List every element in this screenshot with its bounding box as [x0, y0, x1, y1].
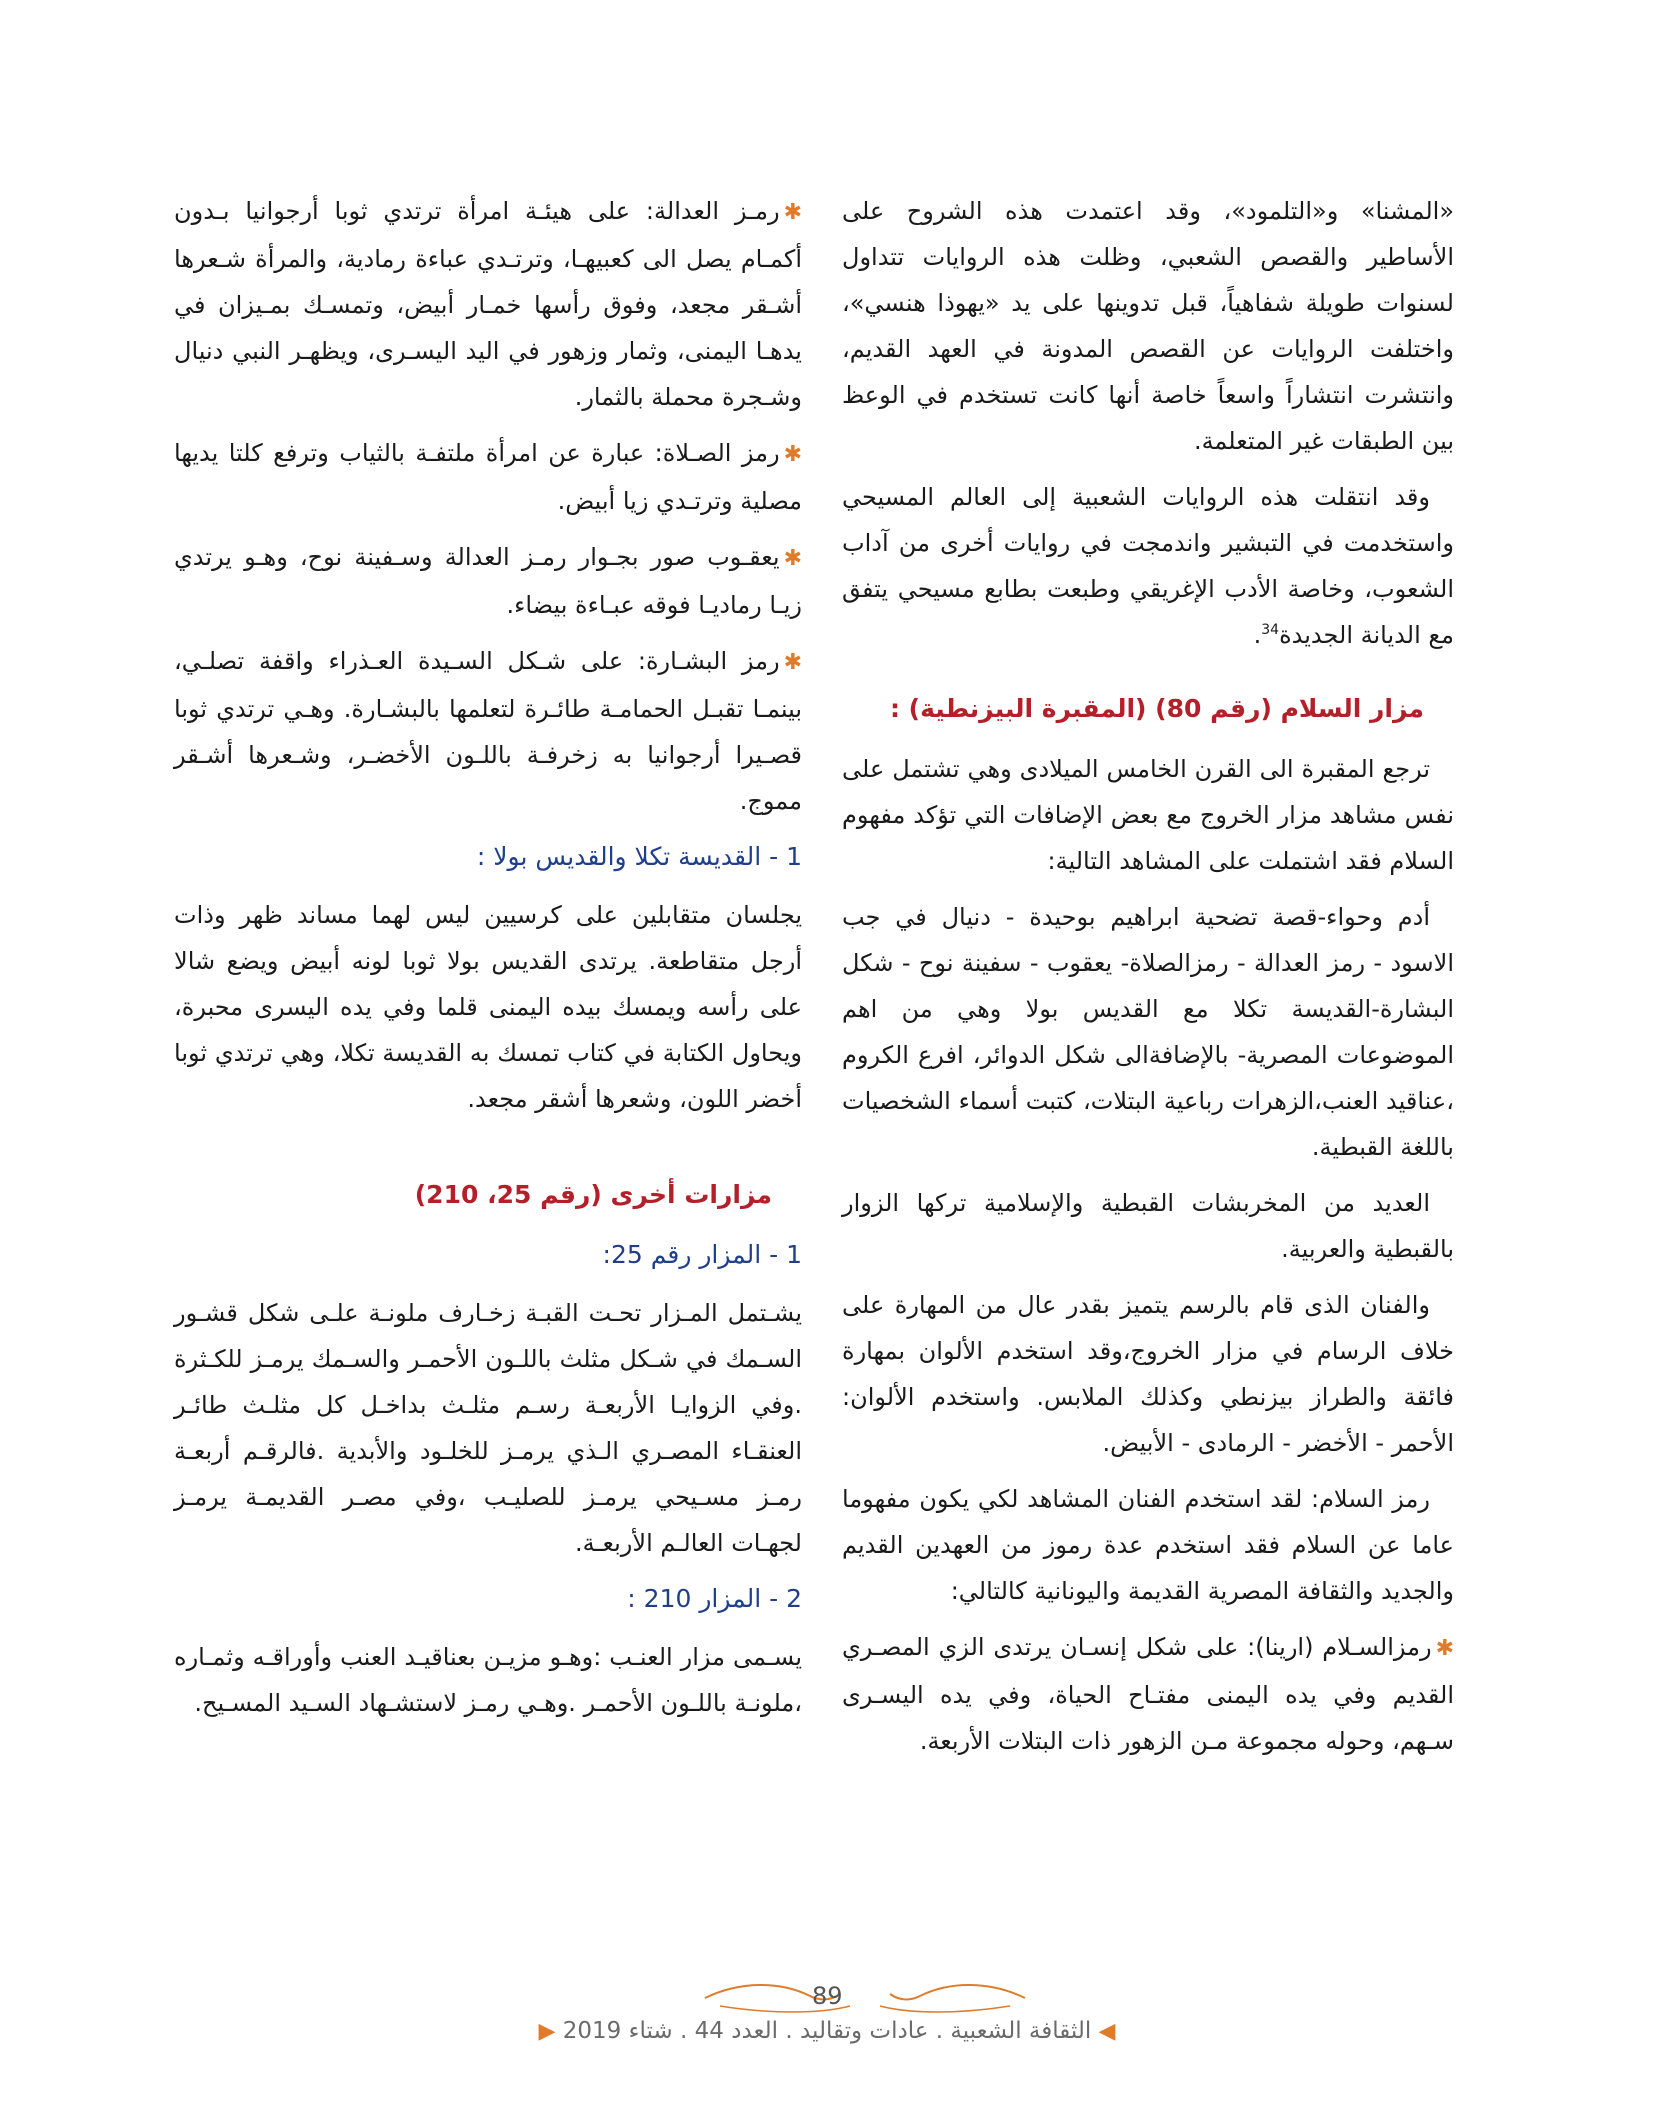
- bullet-text: يعقـوب صور بجـوار رمـز العدالة وسـفينة نوح، وهـو يرتدي زيـا رماديـا فوقه عبـاءة بيضاء.: [174, 543, 802, 619]
- running-footer: [0, 2018, 1654, 2044]
- arrow-left-icon: ◀: [1098, 2019, 1116, 2044]
- paragraph: يشـتمل المـزار تحـت القبـة زخـارف ملونـة علـى شكل قشـور السـمك في شـكل مثلث باللـون الأحمـر والسـمك يرمـز للكـثرة .وفي الزوايـا الأربعـة رسـم مثلـث بداخـل كل مثلـث طائـر العنقـاء المصـري الـذي يرمـز للخلـود والأبدية .فالرقـم أربعـة رمـز مسـيحي يرمـز للصليـب ،وفي مصـر القديمـة يرمـز لجهـات العالـم الأربعـة.: [174, 1299, 802, 1557]
- paragraph: يجلسان متقابلين على كرسيين ليس لهما مساند ظهر وذات أرجل متقاطعة. يرتدى القديس بولا ثوبا لونه أبيض ويضع شالا على رأسه ويمسك بيده اليمنى قلما وفي يده اليسرى محبرة، ويحاول الكتابة في كتاب تمسك به القديسة تكلا، وهي ترتدي ثوبا أخضر اللون، وشعرها أشقر مجعد.: [174, 901, 802, 1113]
- footer-ornament-icon: [700, 1976, 1030, 2016]
- paragraph: والفنان الذى قام بالرسم يتميز بقدر عال من المهارة على خلاف الرسام في مزار الخروج،وقد استخدم الألوان بمهارة فائقة والطراز بيزنطي وكذلك الملابس. واستخدم الألوان: الأحمر - الأخضر - الرمادى - الأبيض.: [842, 1291, 1454, 1457]
- paragraph: ترجع المقبرة الى القرن الخامس الميلادى وهي تشتمل على نفس مشاهد مزار الخروج مع بعض الإضافات التي تؤكد مفهوم السلام فقد اشتملت على المشاهد التالية:: [842, 755, 1454, 875]
- star-bullet-icon: ✱: [783, 442, 802, 467]
- paragraph-text: وقد انتقلت هذه الروايات الشعبية إلى العالم المسيحي واستخدمت في التبشير واندمجت في روايات أخرى من آداب الشعوب، وخاصة الأدب الإغريقي وطبعت بطابع مسيحي يتفق مع الديانة الجديدة: [842, 483, 1454, 649]
- paragraph: العديد من المخربشات القبطية والإسلامية تركها الزوار بالقبطية والعربية.: [842, 1189, 1454, 1263]
- running-title: الثقافة الشعبية . عادات وتقاليد . العدد 44 . شتاء 2019: [562, 2018, 1092, 2044]
- subsection-heading: 1 - القديسة تكلا والقديس بولا :: [476, 842, 802, 871]
- bullet-item: [174, 534, 802, 628]
- subsection-heading: 1 - المزار رقم 25:: [602, 1240, 802, 1269]
- arrow-right-icon: ▶: [538, 2019, 556, 2044]
- bullet-item: [174, 638, 802, 824]
- bullet-item: [174, 188, 802, 420]
- paragraph: رمز السلام: لقد استخدم الفنان المشاهد لكي يكون مفهوما عاما عن السلام فقد استخدم عدة رموز من العهدين القديم والجديد والثقافة المصرية القديمة واليونانية كالتالي:: [842, 1485, 1454, 1605]
- bullet-text: رمـز العدالة: على هيئـة امرأة ترتدي ثوبا أرجوانيا بـدون أكمـام يصل الى كعبيهـا، وترتـدي عباءة رمادية، والمرأة شـعرها أشـقر مجعد، وفوق رأسها خمـار أبيض، وتمسـك بمـيزان في يدهـا اليمنى، وثمار وزهور في اليد اليسـرى، ويظهـر النبي دنيال وشـجرة محملة بالثمار.: [174, 197, 802, 411]
- footnote-ref[interactable]: 34: [1261, 622, 1280, 638]
- right-column: [842, 188, 1454, 1774]
- bullet-text: رمزالسـلام (ارينا): على شكل إنسـان يرتدى الزي المصـري القديم وفي يده اليمنى مفتـاح الحياة، وفي يده اليسـرى سـهم، وحوله مجموعة مـن الزهور ذات البتلات الأربعة.: [842, 1633, 1454, 1755]
- page-number: 89: [812, 1982, 843, 2010]
- bullet-item: [842, 1624, 1454, 1764]
- paragraph: يسـمى مزار العنـب :وهـو مزيـن بعناقيـد العنب وأوراقـه وثمـاره ،ملونـة باللـون الأحمـر .وهـي رمـز لاستشـهاد السـيد المسـيح.: [174, 1643, 802, 1717]
- section-heading: مزارات أخرى (رقم 25، 210): [414, 1180, 772, 1209]
- paragraph: أدم وحواء-قصة تضحية ابراهيم بوحيدة - دنيال في جب الاسود - رمز العدالة - رمزالصلاة- يعقوب - سفينة نوح - شكل البشارة-القديسة تكلا مع القديس بولا وهي من اهم الموضوعات المصرية- بالإضافةالى شكل الدوائر، افرع الكروم ،عناقيد العنب،الزهرات رباعية البتلات، كتبت أسماء الشخصيات باللغة القبطية.: [842, 903, 1454, 1161]
- section-heading: مزار السلام (رقم 80) (المقبرة البيزنطية) :: [889, 694, 1424, 723]
- left-column: [174, 188, 802, 1736]
- star-bullet-icon: ✱: [783, 546, 802, 571]
- paragraph: «المشنا» و«التلمود»، وقد اعتمدت هذه الشروح على الأساطير والقصص الشعبي، وظلت هذه الروايات تتداول لسنوات طويلة شفاهياً، قبل تدوينها على يد «يهوذا هنسي»، واختلفت الروايات عن القصص المدونة في العهد القديم، وانتشرت انتشاراً واسعاً خاصة أنها كانت تستخدم في الوعظ بين الطبقات غير المتعلمة.: [842, 197, 1454, 455]
- bullet-text: رمز الصـلاة: عبارة عن امرأة ملتفـة بالثياب وترفع كلتا يديها مصلية وترتـدي زيا أبيض.: [174, 439, 802, 515]
- star-bullet-icon: ✱: [1435, 1636, 1454, 1661]
- star-bullet-icon: ✱: [783, 200, 802, 225]
- bullet-item: [174, 430, 802, 524]
- paragraph: وقد انتقلت هذه الروايات الشعبية إلى العالم المسيحي واستخدمت في التبشير واندمجت في روايات أخرى من آداب الشعوب، وخاصة الأدب الإغريقي وطبعت بطابع مسيحي يتفق مع الديانة الجديدة$^{34}$.: [842, 483, 1454, 649]
- star-bullet-icon: ✱: [783, 650, 802, 675]
- bullet-text: رمز البشـارة: على شـكل السـيدة العـذراء واقفة تصلـي، بينمـا تقبـل الحمامـة طائـرة لتعلمها بالبشـارة. وهـي ترتدي ثوبا قصـيرا أرجوانيا به زخرفـة باللـون الأخضـر، وشـعرها أشـقر مموج.: [174, 647, 802, 815]
- subsection-heading: 2 - المزار 210 :: [627, 1584, 802, 1613]
